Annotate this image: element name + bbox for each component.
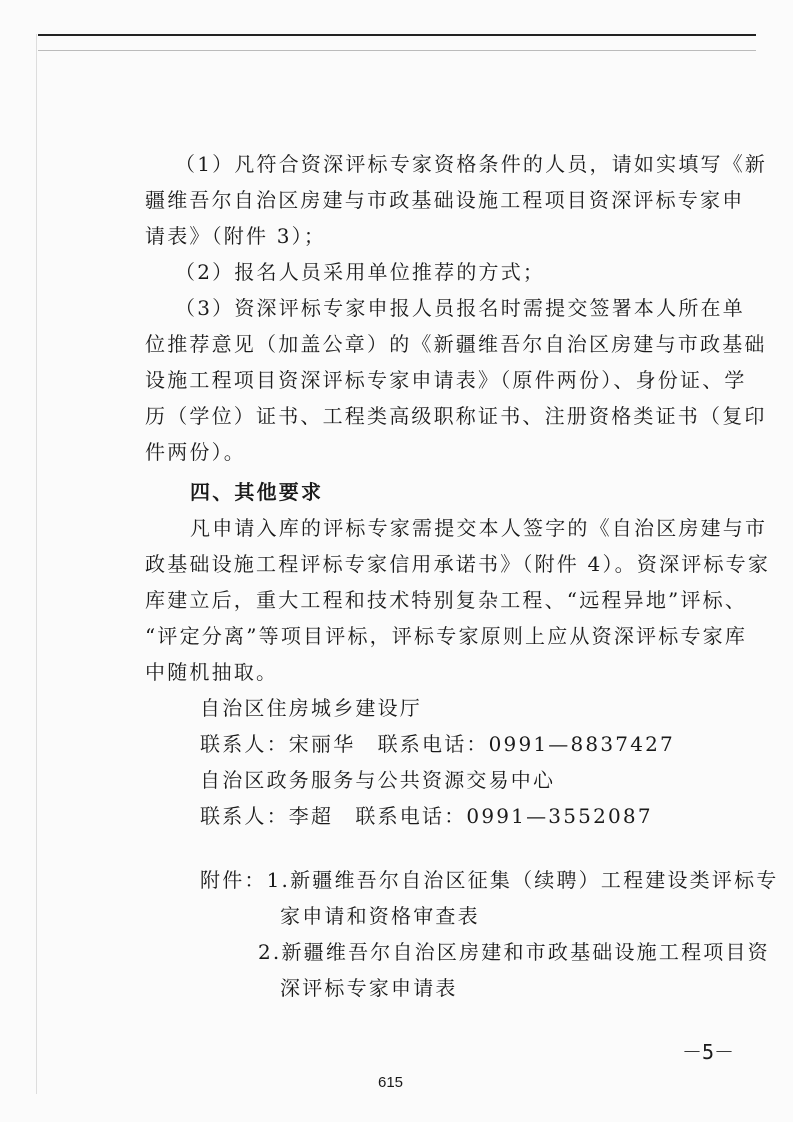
item3-line2: 位推荐意见（加盖公章）的《新疆维吾尔自治区房建与市政基础 (145, 332, 767, 356)
item2-line1: （2）报名人员采用单位推荐的方式； (175, 260, 546, 284)
attachment2-line1: 2.新疆维吾尔自治区房建和市政基础设施工程项目资 (258, 940, 770, 964)
page-number: －5－ (682, 1040, 735, 1064)
attachment1-line2: 家申请和资格审查表 (280, 904, 480, 928)
left-page-edge (36, 34, 37, 1094)
section-four-heading: 四、其他要求 (190, 480, 324, 504)
attachment1-line1: 附件：1.新疆维吾尔自治区征集（续聘）工程建设类评标专 (200, 868, 779, 892)
item1-line3: 请表》（附件 3）； (145, 224, 327, 248)
contact-org1: 自治区住房城乡建设厅 (200, 696, 422, 720)
top-border-rule (38, 34, 756, 36)
item1-line2: 疆维吾尔自治区房建与市政基础设施工程项目资深评标专家申 (145, 188, 745, 212)
contact-person2: 联系人：李超 联系电话：0991—3552087 (200, 804, 653, 828)
section-four-line2: 政基础设施工程评标专家信用承诺书》（附件 4）。资深评标专家 (145, 552, 771, 576)
top-border-rule-secondary (38, 50, 756, 51)
section-four-line4: “评定分离”等项目评标，评标专家原则上应从资深评标专家库 (145, 624, 748, 648)
section-four-line1: 凡申请入库的评标专家需提交本人签字的《自治区房建与市 (190, 516, 768, 540)
attachment2-line2: 深评标专家申请表 (280, 976, 458, 1000)
section-four-line5: 中随机抽取。 (145, 660, 279, 684)
contact-person1: 联系人：宋丽华 联系电话：0991—8837427 (200, 732, 675, 756)
footer-page-number: 615 (378, 1074, 404, 1091)
contact-org2: 自治区政务服务与公共资源交易中心 (200, 768, 556, 792)
section-four-line3: 库建立后，重大工程和技术特别复杂工程、“远程异地”评标、 (145, 588, 748, 612)
item3-line1: （3）资深评标专家申报人员报名时需提交签署本人所在单 (175, 296, 745, 320)
item1-line1: （1）凡符合资深评标专家资格条件的人员，请如实填写《新 (175, 152, 768, 176)
item3-line5: 件两份）。 (145, 440, 246, 464)
item3-line3: 设施工程项目资深评标专家申请表》（原件两份）、身份证、学 (145, 368, 747, 392)
item3-line4: 历（学位）证书、工程类高级职称证书、注册资格类证书（复印 (145, 404, 767, 428)
